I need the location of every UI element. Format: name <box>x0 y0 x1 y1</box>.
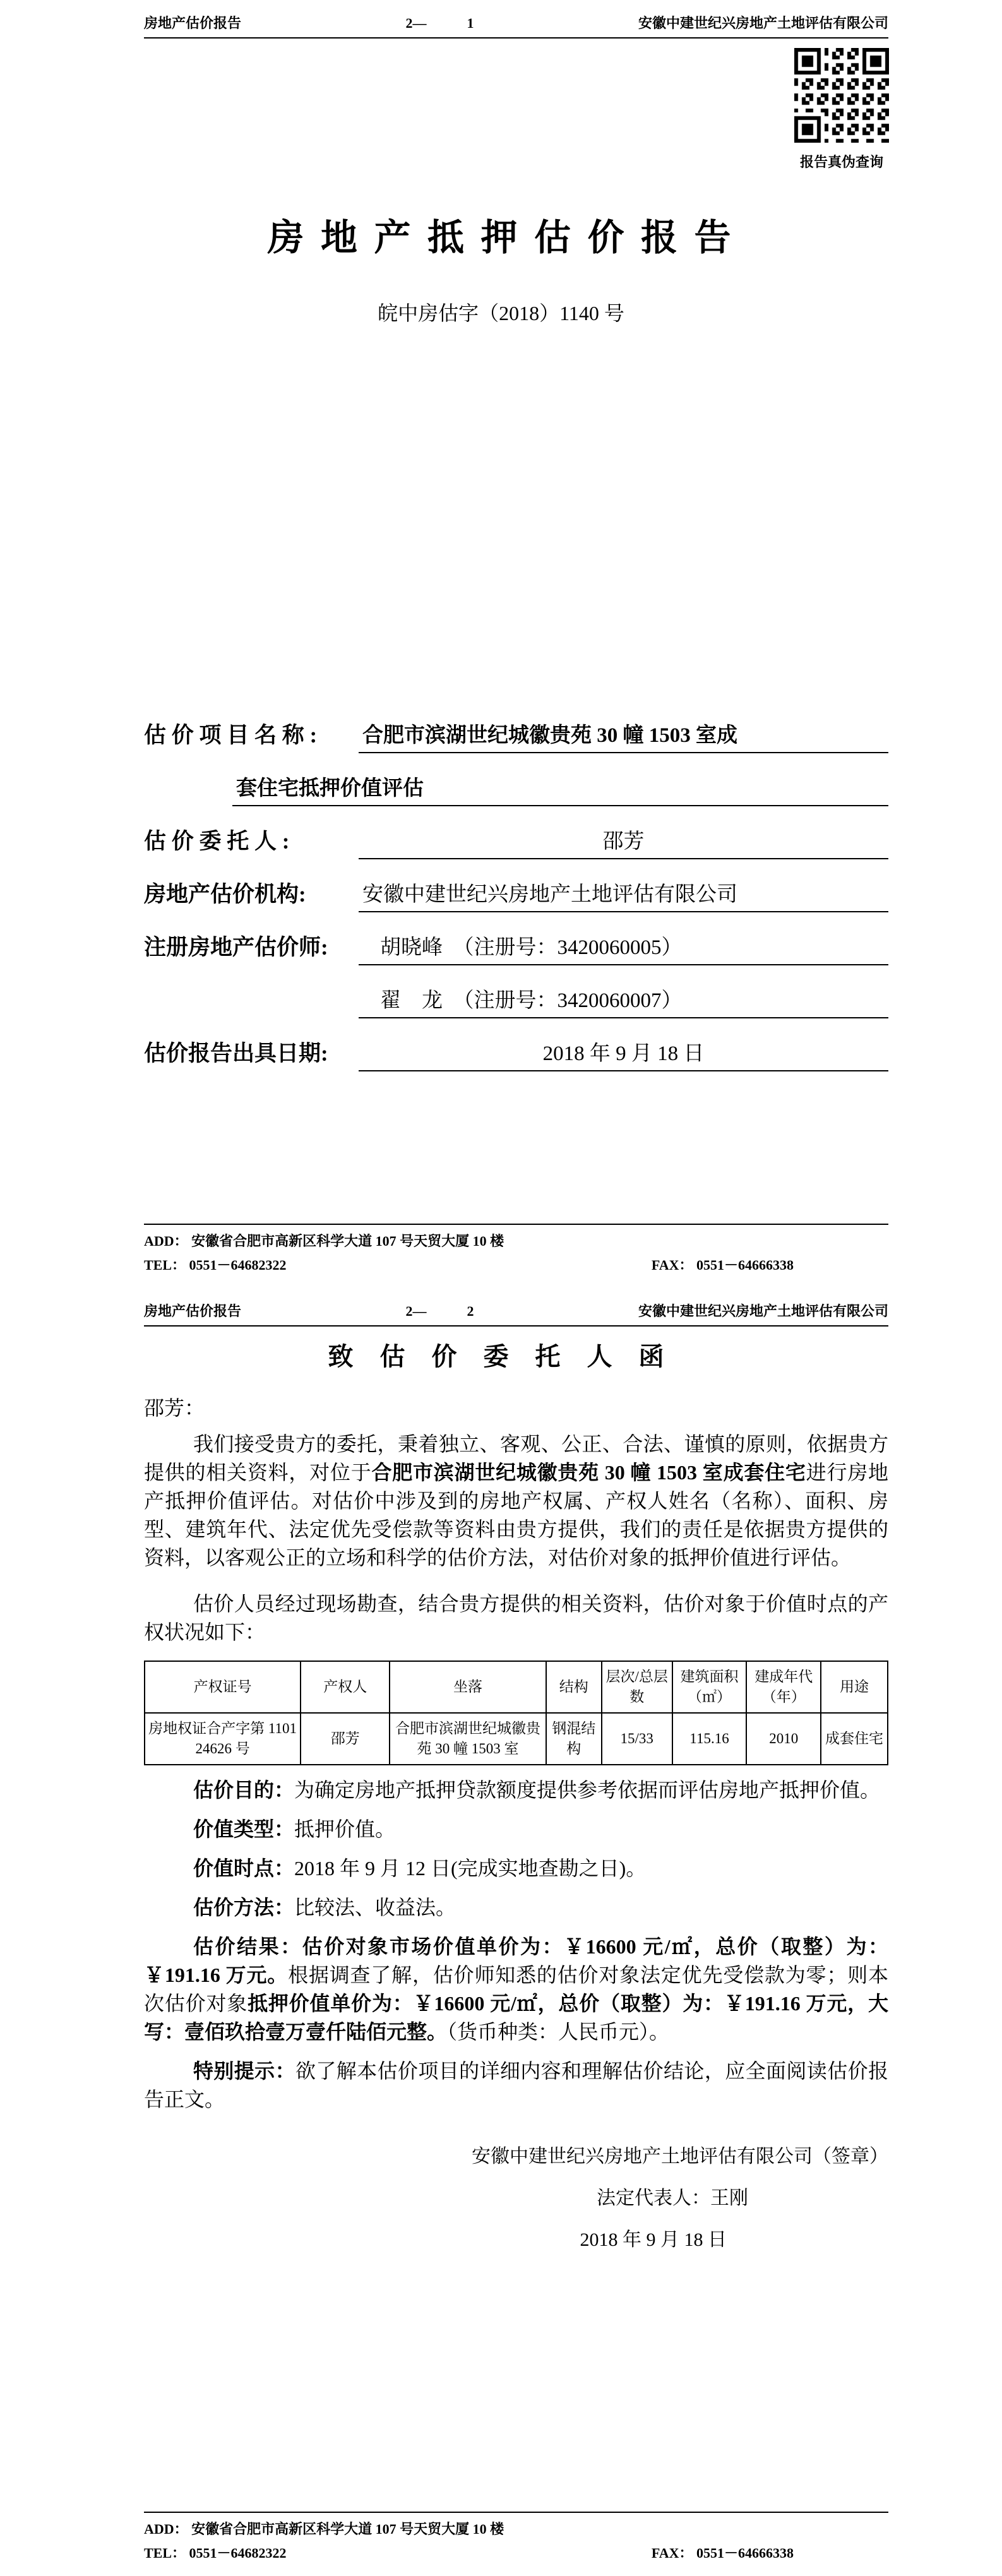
report-number: 皖中房估字（2018）1140 号 <box>378 302 624 325</box>
appraiser-2-value: 翟 龙 （注册号：3420060007） <box>359 984 888 1018</box>
footer-fax: FAX： 0551－64666338 <box>651 1257 794 1273</box>
field-project-name-continued <box>144 753 888 806</box>
item-label: 估价方法： <box>193 1896 295 1919</box>
header-page-indicator <box>406 15 474 32</box>
cover-fields <box>144 700 888 1071</box>
field-issue-date <box>144 1018 888 1071</box>
col-area: 建筑面积（㎡） <box>672 1661 747 1713</box>
col-certificate-no: 产权证号 <box>145 1661 301 1713</box>
item-text: 为确定房地产抵押贷款额度提供参考依据而评估房地产抵押价值。 <box>294 1779 881 1801</box>
property-rights-table <box>144 1661 888 1765</box>
col-use: 用途 <box>821 1661 888 1713</box>
cell-area: 115.16 <box>672 1713 747 1765</box>
header-volume: 2— <box>405 1303 427 1319</box>
table-row <box>145 1713 888 1765</box>
project-name-value-line1: 合肥市滨湖世纪城徽贵苑 30 幢 1503 室成 <box>359 719 888 753</box>
footer-contact-line <box>144 2543 888 2562</box>
page-header <box>144 13 888 39</box>
footer-address: ADD： 安徽省合肥市高新区科学大道 107 号天贸大厦 10 楼 <box>144 2521 504 2537</box>
issue-date-value: 2018 年 9 月 18 日 <box>359 1037 888 1071</box>
project-name-value-line2: 套住宅抵押价值评估 <box>232 772 888 806</box>
footer-tel: TEL： 0551－64682322 <box>144 2545 287 2561</box>
subject-property-text: 合肥市滨湖世纪城徽贵苑 30 幢 1503 室成套住宅 <box>371 1461 806 1484</box>
paragraph-survey: 估价人员经过现场勘查，结合贵方提供的相关资料，估价对象于价值时点的产权状况如下： <box>144 1592 888 1643</box>
col-floor: 层次/总层数 <box>602 1661 672 1713</box>
issue-date-label: 估价报告出具日期: <box>144 1041 328 1066</box>
footer-fax: FAX： 0551－64666338 <box>651 2545 794 2561</box>
footer-address: ADD： 安徽省合肥市高新区科学大道 107 号天贸大厦 10 楼 <box>144 1233 504 1249</box>
appraiser-1-value: 胡晓峰 （注册号：3420060005） <box>359 931 888 965</box>
cell-certificate-no: 房地权证合产字第 110124626 号 <box>145 1713 301 1765</box>
footer-tel: TEL： 0551－64682322 <box>144 1257 287 1273</box>
salutation: 邵芳： <box>144 1397 205 1419</box>
field-client <box>144 806 888 859</box>
field-appraiser-1 <box>144 912 888 965</box>
item-value-date <box>144 1854 888 1883</box>
item-purpose <box>144 1776 888 1804</box>
field-appraiser-2 <box>144 965 888 1018</box>
page-footer <box>144 2512 888 2562</box>
col-structure: 结构 <box>546 1661 602 1713</box>
report-title: 房 地 产 抵 押 估 价 报 告 <box>267 217 735 258</box>
header-page-number: 2 <box>467 1303 474 1319</box>
page-2 <box>0 1288 1002 2576</box>
letter-title: 致 估 价 委 托 人 函 <box>328 1342 674 1371</box>
agency-label: 房地产估价机构: <box>144 882 306 907</box>
signature-date: 2018 年 9 月 18 日 <box>580 2229 727 2250</box>
field-project-name <box>144 700 888 753</box>
result-explanation: 根据调查了解，估价师知悉的估价对象法定优先受偿款为零；则本次估价对象 <box>144 1964 888 2015</box>
paragraph-commission <box>144 1430 888 1572</box>
page-header <box>144 1301 888 1327</box>
col-owner: 产权人 <box>301 1661 390 1713</box>
qr-verification-block <box>791 48 892 171</box>
result-currency-note: （货币种类：人民币元）。 <box>447 2020 670 2043</box>
item-label: 价值时点： <box>193 1857 295 1880</box>
cell-use: 成套住宅 <box>821 1713 888 1765</box>
header-page-indicator <box>406 1303 474 1320</box>
page-footer <box>144 1224 888 1274</box>
cell-floor: 15/33 <box>602 1713 672 1765</box>
item-result <box>144 1933 888 2046</box>
cell-structure: 钢混结构 <box>546 1713 602 1765</box>
header-doc-type: 房地产估价报告 <box>144 15 242 31</box>
item-method <box>144 1893 888 1922</box>
client-value: 邵芳 <box>359 825 888 859</box>
item-value-type <box>144 1815 888 1844</box>
col-year-built: 建成年代（年） <box>746 1661 821 1713</box>
item-label: 价值类型： <box>193 1818 295 1840</box>
cell-year-built: 2010 <box>746 1713 821 1765</box>
cell-owner: 邵芳 <box>301 1713 390 1765</box>
cell-location: 合肥市滨湖世纪城徽贵苑 30 幢 1503 室 <box>390 1713 546 1765</box>
item-text: 比较法、收益法。 <box>294 1896 456 1919</box>
paragraph-text: 我们接受贵方的委托，秉着独立、客观、公正、合法、谨慎的原则，依据贵方提供的相关资料，对位于 <box>144 1433 888 1484</box>
header-company-name: 安徽中建世纪兴房地产土地评估有限公司 <box>638 1303 888 1319</box>
footer-contact-line <box>144 1255 888 1274</box>
item-special-note <box>144 2057 888 2114</box>
field-agency <box>144 859 888 912</box>
item-text: 2018 年 9 月 12 日(完成实地查勘之日)。 <box>294 1857 647 1880</box>
item-label: 特别提示： <box>193 2060 295 2082</box>
agency-value: 安徽中建世纪兴房地产土地评估有限公司 <box>359 878 888 912</box>
header-company-name: 安徽中建世纪兴房地产土地评估有限公司 <box>638 15 888 31</box>
qr-caption: 报告真伪查询 <box>799 154 883 170</box>
qr-code <box>794 48 889 143</box>
paragraph-text: 进行房地产抵押价值评估。对估价中涉及到的房地产权属、产权人姓名（名称）、面积、房型、建筑年代、法定优先受偿款等资料由贵方提供，我们的责任是依据贵方提供的资料，以客观公正的立场和科学的估价方法，对估价对象的抵押价值进行评估。 <box>144 1461 888 1569</box>
signature-legal-representative: 法定代表人：王刚 <box>597 2188 748 2209</box>
client-label: 估 价 委 托 人 : <box>144 829 290 854</box>
header-doc-type: 房地产估价报告 <box>144 1303 242 1319</box>
appraiser-label: 注册房地产估价师: <box>144 935 328 960</box>
result-market-value: 估价结果：估价对象市场价值单价为：￥16600 元/㎡，总价（取整）为：￥191.16 万元。 <box>144 1935 888 1986</box>
item-text: 欲了解本估价项目的详细内容和理解估价结论，应全面阅读估价报告正文。 <box>144 2060 888 2111</box>
item-text: 抵押价值。 <box>294 1818 396 1840</box>
project-name-label: 估 价 项 目 名 称 : <box>144 723 318 748</box>
header-volume: 2— <box>405 15 427 31</box>
table-header-row <box>145 1661 888 1713</box>
appraiser-label-empty <box>144 1015 359 1018</box>
signature-company: 安徽中建世纪兴房地产土地评估有限公司（签章） <box>472 2146 888 2167</box>
item-label: 估价目的： <box>193 1779 295 1801</box>
col-location: 坐落 <box>390 1661 546 1713</box>
result-mortgage-value: 抵押价值单价为：￥16600 元/㎡，总价（取整）为：￥191.16 万元，大写：壹佰玖拾壹万壹仟陆佰元整。 <box>144 1992 888 2043</box>
header-page-number: 1 <box>467 15 474 31</box>
